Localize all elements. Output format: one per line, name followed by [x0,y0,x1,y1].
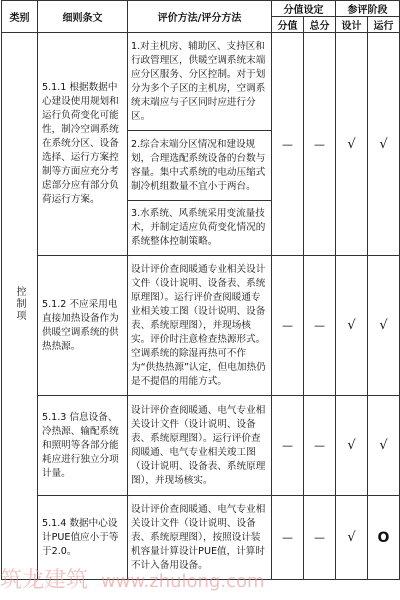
design-check-cell: √ [336,396,368,496]
operation-check-cell: √ [368,256,400,396]
header-clause: 细则条文 [38,1,128,33]
header-score-total: 总分 [304,17,336,33]
header-phase-group: 参评阶段 [336,1,400,17]
clause-cell: 5.1.4 数据中心设计PUE值应小于等于2.0。 [38,496,128,580]
category-cell [2,33,38,580]
header-phase-design: 设计 [336,17,368,33]
header-score-value: 分值 [272,17,304,33]
table-row [2,256,400,396]
score-total-cell: — [304,396,336,496]
score-value-cell: — [272,33,304,256]
clause-cell: 5.1.2 不应采用电直接加热设备作为供暖空调系统的供热热源。 [38,256,128,396]
watermark-domain: www.zhulong.com [101,571,265,592]
method-cell: 1.对主机房、辅助区、支持区和行政管理区，供暖空调系统末端应分区服务、分区控制。对于划分为多个子区的主机房，空调系统末端应与子区同时应进行分区。 [128,33,272,131]
clause-cell: 5.1.1 根据数据中心建设使用规划和运行负荷变化可能性，制冷空调系统在系统分区、设备选择、运行方案控制等方面应充分考虑部分应有部分负荷运行方案。 [38,33,128,256]
header-score-group: 分值设定 [272,1,336,17]
score-total-cell: — [304,256,336,396]
method-cell: 3.水系统、风系统采用变流量技术，并制定适应负荷变化情况的系统整体控制策略。 [128,201,272,256]
score-value-cell: — [272,256,304,396]
method-cell: 设计评价查阅暖通、电气专业相关设计文件（设计说明、设备表、系统原理图），按照设计装机容量计算设计PUE值，计算时不计入备用设备。 [128,496,272,580]
header-phase-operation: 运行 [368,17,400,33]
evaluation-table [1,0,400,580]
table-row [2,396,400,496]
watermark-text: 筑龙建筑 [0,568,89,593]
operation-check-cell: O [368,496,400,580]
score-total-cell: — [304,496,336,580]
design-check-cell: √ [336,496,368,580]
method-cell: 设计评价查阅暖通专业相关设计文件（设计说明、设备表、系统原理图）。运行评价查阅暖通专业相关竣工图（设计说明、设备表、系统原理图），并现场核实。评价时注意检查热源形式。空调系统的除湿再热可不作为“供热热源”认定，但电加热仍是不提倡的用能方式。 [128,256,272,396]
method-cell: 设计评价查阅暖通、电气专业相关设计文件（设计说明、设备表、系统原理图）。运行评价查阅暖通、电气专业相关竣工图（设计说明、设备表、系统原理图），并现场核实。 [128,396,272,496]
score-value-cell: — [272,496,304,580]
table-row [2,496,400,580]
table-row [2,33,400,131]
score-value-cell: — [272,396,304,496]
clause-cell: 5.1.3 信息设备、冷热源、输配系统和照明等各部分能耗应进行独立分项计量。 [38,396,128,496]
category-label: 控制项 [14,286,25,322]
operation-check-cell: √ [368,396,400,496]
header-category: 类别 [2,1,38,33]
score-total-cell: — [304,33,336,256]
header-method: 评价方法/评分方法 [128,1,272,33]
method-cell: 2.综合末端分区情况和建设规划，合理选配系统设备的台数与容量。集中式系统的电动压缩式制冷机组数量不宜小于两台。 [128,131,272,201]
design-check-cell: √ [336,256,368,396]
design-check-cell: √ [336,33,368,256]
operation-check-cell: √ [368,33,400,256]
